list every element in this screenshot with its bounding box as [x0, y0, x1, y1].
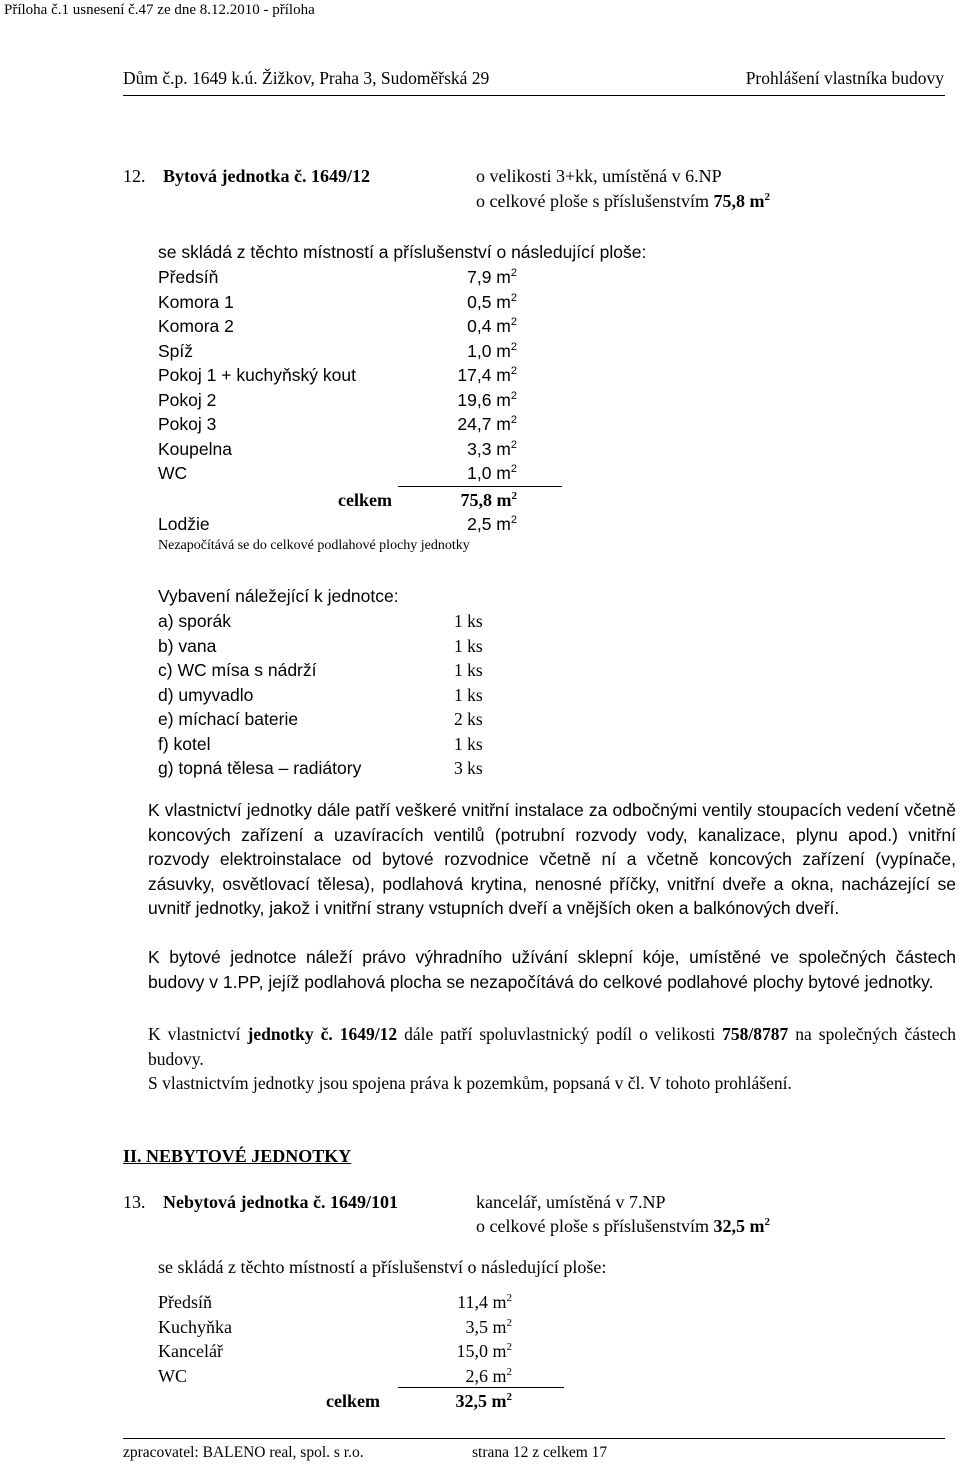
unit12-description: o velikosti 3+kk, umístěná v 6.NP	[476, 166, 722, 186]
cellar-paragraph: K bytové jednotce náleží právo výhradního užívání sklepní kóje, umístěné ve společných částech budovy v 1.PP, jejíž podlahová plocha se nezapočítává do celkové podlahové plochy bytové jednotky.	[148, 947, 956, 992]
equipment-qty: 1 ks	[454, 733, 483, 754]
section-title: II. NEBYTOVÉ JEDNOTKY	[123, 1146, 352, 1166]
room-area: 19,6 $m^2$	[457, 389, 517, 410]
unit12-total-value: 75,8 $m^2$	[460, 490, 517, 510]
footer-rule	[123, 1438, 945, 1439]
document-title: Prohlášení vlastníka budovy	[745, 68, 944, 88]
unit12-sum-rule	[398, 486, 562, 487]
equipment-item: a) sporák	[158, 611, 231, 631]
room-area: 1,0 $m^2$	[467, 463, 517, 483]
room-area: 15,0 $m^2$	[456, 1341, 512, 1361]
room-name: Předsíň	[158, 1292, 212, 1312]
share-paragraph: K vlastnictví jednotky č. 1649/12 dále patří spoluvlastnický podíl o velikosti 758/8787 na společných částech budovy.	[148, 1024, 956, 1069]
unit13-total-value: 32,5 $m^2$	[455, 1391, 512, 1411]
footer-processor: zpracovatel: BALENO real, spol. s r.o.	[123, 1444, 364, 1461]
room-name: WC	[158, 1365, 187, 1386]
unit13-name: Nebytová jednotka č. 1649/101	[163, 1192, 398, 1212]
equipment-title: Vybavení náležející k jednotce:	[158, 586, 399, 606]
equipment-item: g) topná tělesa – radiátory	[158, 758, 362, 778]
equipment-item: f) kotel	[158, 733, 211, 754]
room-name: Pokoj 1 + kuchyňský kout	[158, 365, 356, 385]
equipment-qty: 1 ks	[454, 660, 483, 680]
room-name: Kuchyňka	[158, 1316, 232, 1337]
building-address: Dům č.p. 1649 k.ú. Žižkov, Praha 3, Sudoměřská 29	[123, 68, 490, 88]
ownership-paragraph: K vlastnictví jednotky dále patří veškeré vnitřní instalace za odbočnými ventily stoupacích vedení včetně koncových zařízení a uzavíracích ventilů (potrubní rozvody vody, kanalizace, plynu apod.) vnitřní rozvody elektroinstalace od bytové rozvodnice včetně ní a včetně koncových zařízení (vypínače, zásuvky, osvětlovací tělesa), podlahová krytina, nenosné příčky, vnitřní dveře a okna, nacházející se uvnitř jednotky, jakož i vnitřní strany vstupních dveří a vnějších oken a balkónových dveří.	[148, 800, 956, 918]
room-area: 17,4 $m^2$	[457, 365, 517, 385]
loggia-name: Lodžie	[158, 514, 210, 534]
room-name: Komora 2	[158, 316, 234, 336]
equipment-item: e) míchací baterie	[158, 709, 299, 729]
unit12-total-label: celkem	[338, 490, 392, 510]
equipment-item: d) umyvadlo	[158, 684, 254, 705]
equipment-qty: 1 ks	[454, 611, 483, 631]
unit13-sum-rule	[398, 1387, 564, 1388]
equipment-qty: 2 ks	[454, 709, 483, 729]
room-name: Komora 1	[158, 291, 234, 312]
room-area: 24,7 $m^2$	[457, 414, 517, 434]
equipment-qty: 1 ks	[454, 635, 483, 656]
unit13-total-area: o celkové ploše s příslušenstvím 32,5 $m^2$	[476, 1216, 770, 1236]
room-area: 7,9 $m^2$	[467, 267, 517, 287]
equipment-qty: 3 ks	[454, 758, 483, 778]
room-area: 3,3 $m^2$	[467, 438, 517, 459]
unit13-rooms-intro: se skládá z těchto místností a příslušenství o následující ploše:	[158, 1257, 607, 1277]
room-area: 11,4 $m^2$	[457, 1292, 512, 1312]
room-name: Pokoj 2	[158, 389, 217, 410]
room-area: 0,4 $m^2$	[467, 316, 517, 336]
room-name: Spíž	[158, 340, 194, 361]
attachment-note: Příloha č.1 usnesení č.47 ze dne 8.12.2010 - příloha	[4, 2, 315, 18]
equipment-item: c) WC mísa s nádrží	[158, 660, 317, 680]
land-rights-paragraph: S vlastnictvím jednotky jsou spojena práva k pozemkům, popsaná v čl. V tohoto prohlášení.	[148, 1073, 792, 1093]
room-name: WC	[158, 463, 188, 483]
room-area: 3,5 $m^2$	[465, 1316, 512, 1337]
header-rule	[123, 95, 945, 96]
room-name: Koupelna	[158, 438, 232, 459]
room-name: Kancelář	[158, 1341, 223, 1361]
loggia-area: 2,5 $m^2$	[467, 514, 517, 534]
unit13-total-label: celkem	[326, 1391, 380, 1411]
loggia-note: Nezapočítává se do celkové podlahové plochy jednotky	[158, 538, 470, 553]
unit12-name: Bytová jednotka č. 1649/12	[163, 166, 370, 186]
equipment-item: b) vana	[158, 635, 217, 656]
unit13-description: kancelář, umístěná v 7.NP	[476, 1192, 666, 1212]
room-area: 0,5 $m^2$	[467, 291, 517, 312]
room-name: Předsíň	[158, 267, 219, 287]
room-area: 2,6 $m^2$	[465, 1365, 512, 1386]
footer-page-number: strana 12 z celkem 17	[472, 1444, 608, 1461]
unit12-total-area: o celkové ploše s příslušenstvím 75,8 $m^2$	[476, 191, 770, 211]
unit12-rooms-intro: se skládá z těchto místností a příslušenství o následující ploše:	[158, 242, 647, 262]
unit12-number: 12.	[123, 166, 146, 186]
room-area: 1,0 $m^2$	[467, 340, 517, 361]
room-name: Pokoj 3	[158, 414, 217, 434]
equipment-qty: 1 ks	[454, 684, 483, 705]
unit13-number: 13.	[123, 1192, 146, 1212]
